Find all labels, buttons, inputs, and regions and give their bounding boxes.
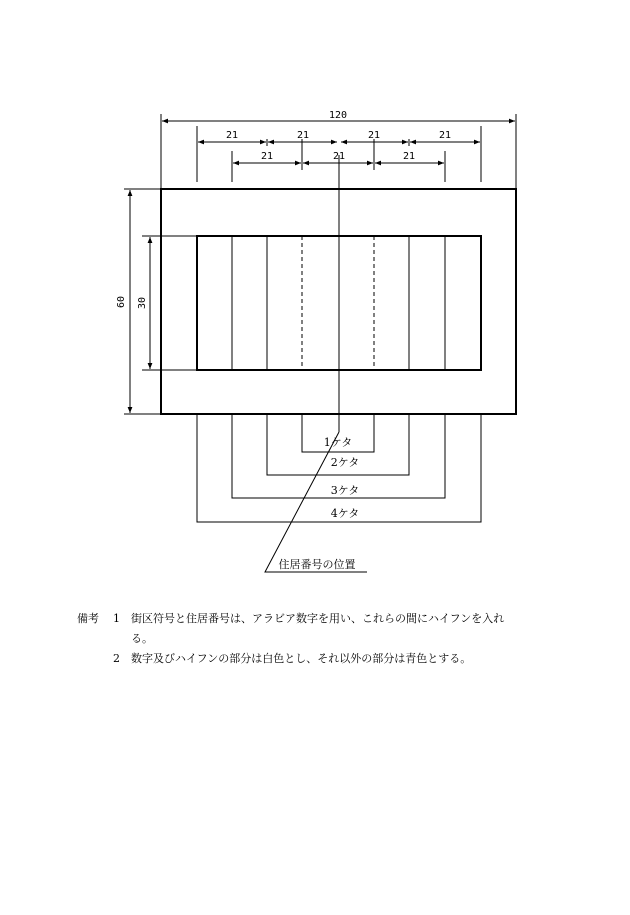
- dim-label-segment: 21: [296, 130, 310, 141]
- dim-label-segment: 21: [260, 151, 274, 162]
- dim-label-segment: 21: [367, 130, 381, 141]
- dim-label-overall-height: 60: [116, 295, 127, 309]
- remark-text-1: 街区符号と住居番号は、アラビア数字を用い、これらの間にハイフンを入れ: [131, 612, 505, 625]
- remark-number-1: 1: [113, 612, 120, 625]
- digit-label-4: 4ケタ: [330, 507, 360, 520]
- position-leader-line: [265, 432, 367, 572]
- digit-label-2: 2ケタ: [330, 456, 360, 469]
- remark-text-1-continued: る。: [131, 632, 153, 645]
- remarks-heading: 備考: [77, 612, 99, 625]
- dim-label-segment: 21: [438, 130, 452, 141]
- dim-label-overall-width: 120: [328, 110, 348, 121]
- remark-number-2: 2: [113, 652, 120, 665]
- digit-label-3: 3ケタ: [330, 484, 360, 497]
- dim-label-segment: 21: [332, 151, 346, 162]
- dim-label-inner-height: 30: [137, 296, 148, 310]
- dim-label-segment: 21: [225, 130, 239, 141]
- digit-label-1: 1ケタ: [323, 436, 353, 449]
- position-label: 住居番号の位置: [278, 558, 356, 571]
- remark-text-2: 数字及びハイフンの部分は白色とし、それ以外の部分は青色とする。: [131, 652, 472, 665]
- dim-label-segment: 21: [402, 151, 416, 162]
